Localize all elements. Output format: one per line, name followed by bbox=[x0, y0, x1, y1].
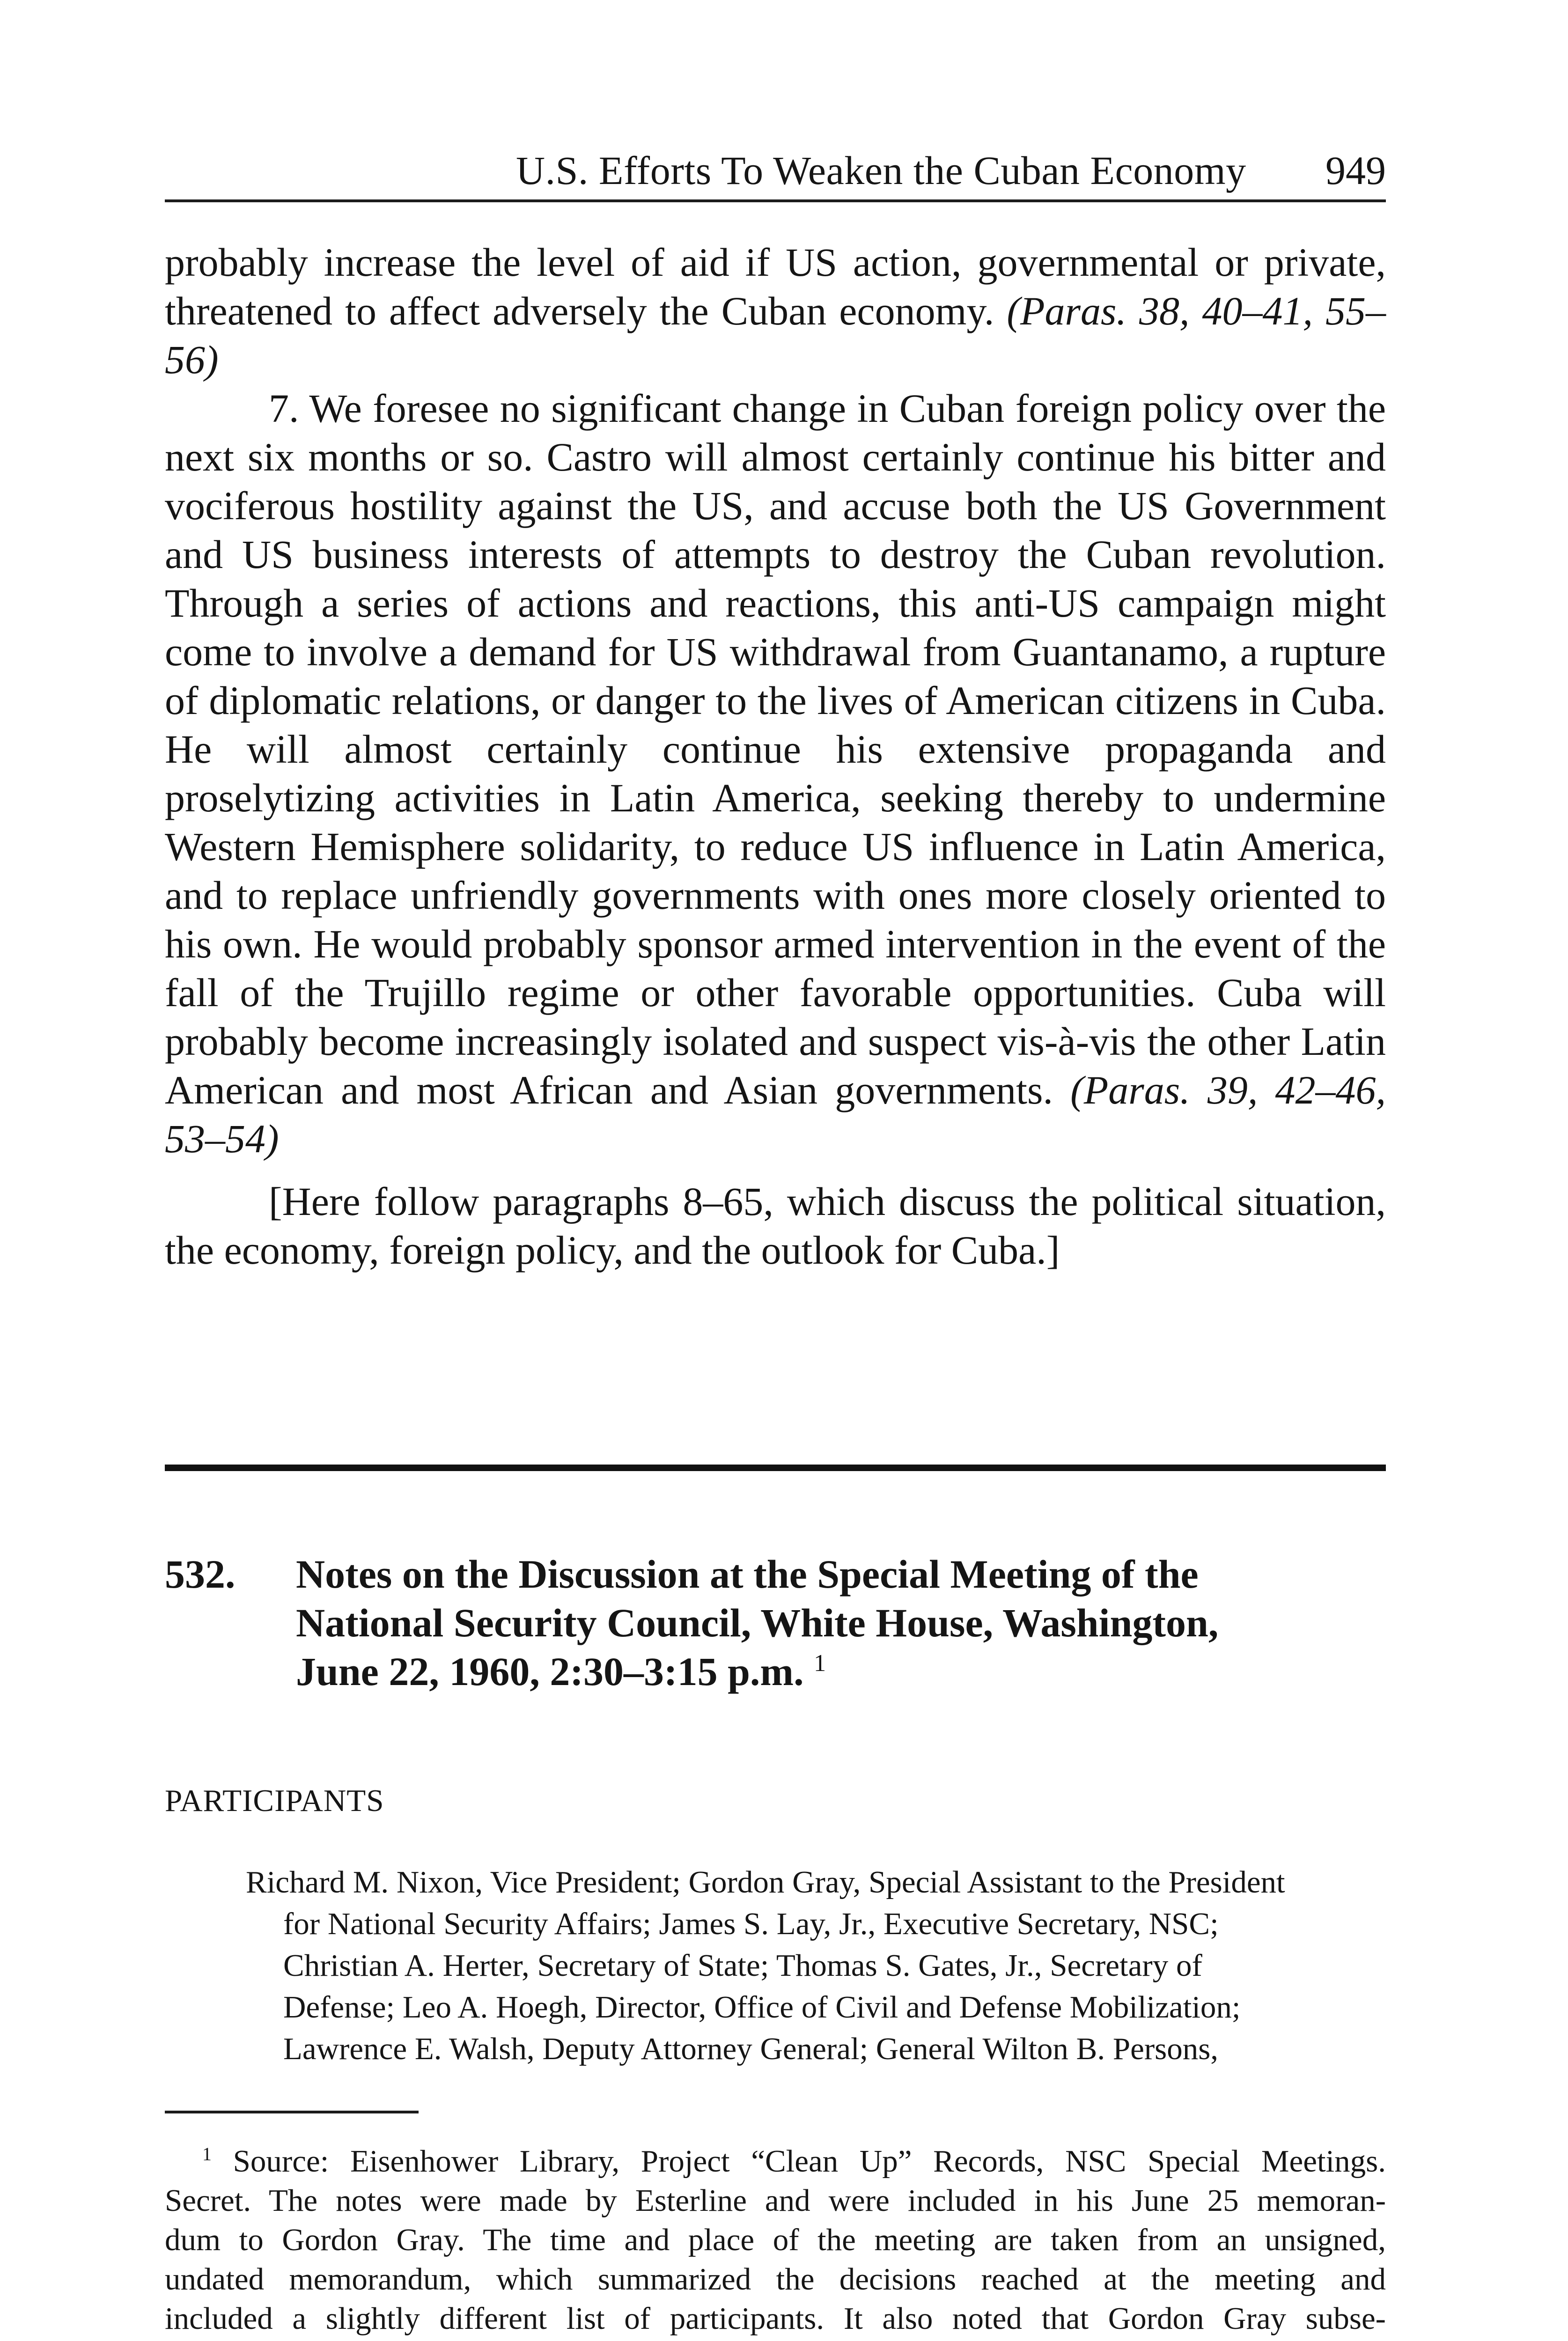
paragraph-1-reference: (Paras. 38, 40–41, 55–56) bbox=[165, 288, 1386, 382]
footnote-line: dum to Gordon Gray. The time and place of the meeting are taken from an unsigned, bbox=[165, 2223, 1386, 2257]
document-title-line-3: June 22, 1960, 2:30–3:15 p.m. bbox=[296, 1649, 804, 1694]
editorial-note: [Here follow paragraphs 8–65, which discuss the political situation, the economy, foreign policy, and the outlook for Cuba.] bbox=[165, 1179, 1386, 1273]
body-text bbox=[165, 238, 1386, 1274]
footnote-line-1: Source: Eisenhower Library, Project “Clean Up” Records, NSC Special Meetings. bbox=[233, 2144, 1386, 2179]
paragraph-7-text: 7. We foresee no significant change in Cuban foreign policy over the next six months or so. Castro will almost certainly continue his bitter and vociferous hostility against the US, and accuse both the US Government and US business interests of attempts to destroy the Cuban revolution. Through a series of actions and reactions, this anti-US campaign might come to involve a demand for US withdrawal from Guantanamo, a rupture of diplomatic relations, or danger to the lives of American citizens in Cuba. He will almost certainly continue his extensive propaganda and proselytizing activities in Latin America, seeking thereby to undermine Western Hemisphere solidarity, to reduce US influence in Latin America, and to replace unfriendly governments with ones more closely oriented to his own. He would probably sponsor armed intervention in the event of the fall of the Trujillo regime or other favorable opportunities. Cuba will probably become increasingly isolated and suspect vis-à-vis the other Latin American and most African and Asian governments. bbox=[165, 386, 1386, 1112]
document-title-line-2: National Security Council, White House, Washington, bbox=[296, 1600, 1219, 1645]
section-divider bbox=[165, 1465, 1386, 1471]
running-head bbox=[165, 140, 1386, 202]
page-number: 949 bbox=[1325, 148, 1386, 193]
participants-list bbox=[246, 1862, 1386, 2070]
paragraph-7-reference: (Paras. 39, 42–46, 53–54) bbox=[165, 1067, 1386, 1161]
footnote-line: undated memorandum, which summarized the decisions reached at the meeting and bbox=[165, 2262, 1386, 2297]
participants-line: Christian A. Herter, Secretary of State; Thomas S. Gates, Jr., Secretary of bbox=[283, 1948, 1202, 1983]
footnote bbox=[165, 2142, 1386, 2341]
paragraph-1-text: probably increase the level of aid if US action, governmental or private, threatened to affect adversely the Cuban economy. bbox=[165, 240, 1386, 333]
footnote-line: Secret. The notes were made by Esterline and were included in his June 25 memoran- bbox=[165, 2183, 1386, 2218]
participants-line: for National Security Affairs; James S. Lay, Jr., Executive Secretary, NSC; bbox=[283, 1907, 1219, 1941]
footnote-line bbox=[165, 2338, 1386, 2341]
footnote-rule bbox=[165, 2111, 419, 2113]
document-number: 532. bbox=[165, 1552, 236, 1597]
footnote-reference: 1 bbox=[814, 1650, 826, 1677]
participants-line: Richard M. Nixon, Vice President; Gordon Gray, Special Assistant to the President bbox=[246, 1865, 1285, 1899]
footnote-line bbox=[165, 2142, 1386, 2181]
footnote-marker: 1 bbox=[202, 2143, 212, 2164]
running-title: U.S. Efforts To Weaken the Cuban Economy bbox=[516, 148, 1246, 193]
paragraph-7 bbox=[165, 384, 1386, 1163]
footnote-line: included a slightly different list of participants. It also noted that Gordon Gray subse- bbox=[165, 2301, 1386, 2336]
paragraph-continuation bbox=[165, 238, 1386, 384]
participants-line: Lawrence E. Walsh, Deputy Attorney General; General Wilton B. Persons, bbox=[283, 2032, 1219, 2066]
participants-line: Defense; Leo A. Hoegh, Director, Office of Civil and Defense Mobilization; bbox=[283, 1990, 1241, 2024]
participants-label: PARTICIPANTS bbox=[165, 1783, 384, 1818]
document-title-line-1: Notes on the Discussion at the Special Meeting of the bbox=[296, 1552, 1199, 1597]
document-title bbox=[296, 1550, 1373, 1696]
